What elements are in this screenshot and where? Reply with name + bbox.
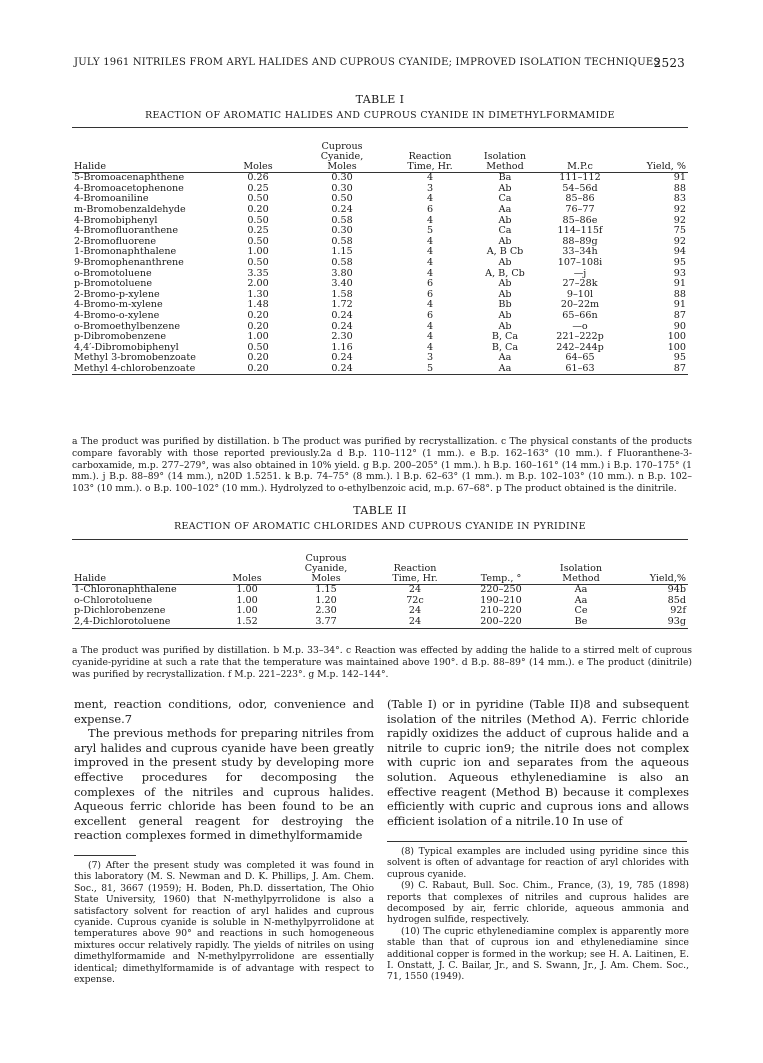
table1-cell: 2-Bromo-p-xylene xyxy=(74,288,160,300)
table1-cell: 0.24 xyxy=(331,362,353,374)
table2-cell: 94b xyxy=(667,584,686,596)
table1-cell: 4 xyxy=(426,320,434,332)
table2-col-reaction xyxy=(370,540,460,585)
body-right-paragraph-1: (Table I) or in pyridine (Table II)8 and subsequent isolation of the nitriles (Method A). Ferric chloride rapidly oxidizes the adduct of cuprous halide and a nitrile to cupric ion9; the nitrile does not complex with cupric ion and separates from the aqueous solution. Aqueous ethylenediamine is also an effective reagent (Method B) because it complexes efficiently with cupric and cuprous ions and allows efficient isolation of a nitrile.10 In use of xyxy=(387,697,689,828)
table1-cell: 6 xyxy=(426,278,434,290)
footnote-8: (8) Typical examples are included using pyridine since this solvent is often of advantage for reaction of aryl chlorides with cuprous cyanide. xyxy=(387,846,689,880)
table1-cell: 65–66n xyxy=(562,309,598,321)
table1-cell: o-Bromotoluene xyxy=(74,267,152,279)
footnote-10: (10) The cupric ethylenediamine complex is apparently more stable than that of cuprous ion and ethylenediamine since additional copper is formed in the workup; see H. A. Laitinen, E. I. Onstatt, J. C. Bailar, Jr., and S. Swann, Jr., J. Am. Chem. Soc., 71, 1550 (1949). xyxy=(387,925,689,983)
table1-cell: 0.30 xyxy=(331,172,353,184)
table1-cell: 75 xyxy=(673,225,686,237)
body-right-column xyxy=(387,697,689,828)
table1-cell: Ab xyxy=(498,278,512,290)
table1-cell: 2-Bromofluorene xyxy=(74,235,157,247)
table2-cell: 1.52 xyxy=(236,615,258,627)
table2-col-halide: Halide xyxy=(74,573,107,584)
table1-cell: 4-Bromo-o-xylene xyxy=(74,309,160,321)
table1-cell: 76–77 xyxy=(565,203,595,215)
table1-cell: 20–22m xyxy=(560,299,600,311)
table1-body xyxy=(72,173,688,375)
table2-cell: 1-Chloronaphthalene xyxy=(74,584,177,596)
table1-cell: 91 xyxy=(673,278,686,290)
table1-cell: o-Bromoethylbenzene xyxy=(74,320,181,332)
table1-cell: Ca xyxy=(498,193,512,205)
table1-cell: Aa xyxy=(498,352,512,364)
page-number: 2523 xyxy=(653,56,685,70)
table1-cell: 4 xyxy=(426,256,434,268)
table1-cell: 33–34h xyxy=(562,246,598,258)
table1-cell: 87 xyxy=(673,362,686,374)
table1-cell: 3.40 xyxy=(331,278,353,290)
table1-cell: 93 xyxy=(673,267,686,279)
table1-cell: 5 xyxy=(426,225,434,237)
table1-cell: 92 xyxy=(673,235,686,247)
table1-cell: 0.26 xyxy=(247,172,269,184)
table1-cell: 4 xyxy=(426,246,434,258)
table1-footnote: a The product was purified by distillation. b The product was purified by recrystallization. c The physical constants of the products compare favorably with those reported previously.2a d B.p. 110–112° (1 mm.). e B.p. 162–163° (10 mm.). f Fluoranthene-3-carboxamide, m.p. 277–279°, was also obtained in 10% yield. g B.p. 200–205° (1 mm.). h B.p. 160–161° (14 mm.) i B.p. 170–175° (1 mm.). j B.p. 88–89° (14 mm.), n20D 1.5251. k B.p. 74–75° (8 mm.). l B.p. 62–63° (1 mm.). m B.p. 102–103° (10 mm.). n B.p. 102–103° (10 mm.). o B.p. 100–102° (10 mm.). Hydrolyzed to o-ethylbenzoic acid, m.p. 67–68°. p The product obtained is the dinitrile. xyxy=(72,436,692,495)
table2-row xyxy=(72,585,688,596)
table1-row xyxy=(72,184,688,195)
table1-cell: 4 xyxy=(426,172,434,184)
table1-cell: 88 xyxy=(673,288,686,300)
table1-cell: 54–56d xyxy=(562,182,598,194)
table1-row xyxy=(72,205,688,216)
table1-cell: 92 xyxy=(673,214,686,226)
table1-col-cuprous xyxy=(294,128,390,173)
table1-cell: 4 xyxy=(426,214,434,226)
table1-col-reaction-line2: Time, Hr. xyxy=(407,161,453,172)
table1-cell: 114–115f xyxy=(557,225,603,237)
table2-cell: 2,4-Dichlorotoluene xyxy=(74,615,171,627)
table1-cell: 1.30 xyxy=(247,288,269,300)
table1-caption xyxy=(72,93,688,121)
table1-cell: 2.00 xyxy=(247,278,269,290)
table1-cell: B, Ca xyxy=(491,331,519,343)
table1-col-reaction-line1: Reaction xyxy=(408,150,452,162)
table1-cell: 3 xyxy=(426,352,434,364)
table1-cell: 61–63 xyxy=(565,362,595,374)
table2-row xyxy=(72,617,688,628)
footnotes-left xyxy=(74,860,374,985)
table2-col-temp: Temp., ° xyxy=(480,573,522,584)
table1-cell: 0.20 xyxy=(247,309,269,321)
table1-cell: 9–10l xyxy=(566,288,594,300)
table1-cell: Aa xyxy=(498,203,512,215)
table1-row xyxy=(72,279,688,290)
table1-row xyxy=(72,258,688,269)
table1-cell: 100 xyxy=(667,331,686,343)
table1-col-isolation-line1: Isolation xyxy=(483,150,527,162)
table1-cell: 0.20 xyxy=(247,362,269,374)
table2-col-isolation-line1: Isolation xyxy=(559,562,603,574)
table1-cell: 92 xyxy=(673,203,686,215)
table1-cell: 4,4′-Dibromobiphenyl xyxy=(74,341,179,353)
table1-title: REACTION OF AROMATIC HALIDES AND CUPROUS CYANIDE IN DIMETHYLFORMAMIDE xyxy=(145,110,615,121)
table1-cell: p-Dibromobenzene xyxy=(74,331,167,343)
table1-cell: 83 xyxy=(673,193,686,205)
table1-cell: 1-Bromonaphthalene xyxy=(74,246,177,258)
table2-col-cuprous-line3: Moles xyxy=(311,573,341,584)
table1-cell: B, Ca xyxy=(491,341,519,353)
table1-cell: 27–28k xyxy=(562,278,598,290)
table1-cell: 64–65 xyxy=(565,352,595,364)
table2-cell: 210–220 xyxy=(480,605,522,617)
table2-cell: 3.77 xyxy=(315,615,337,627)
footnotes-right xyxy=(387,846,689,983)
table1-row xyxy=(72,364,688,375)
table1-cell: Ca xyxy=(498,225,512,237)
table2-col-cuprous xyxy=(282,540,370,585)
table1-cell: 0.50 xyxy=(247,256,269,268)
table1-cell: 2.30 xyxy=(331,331,353,343)
table1-cell: 4 xyxy=(426,341,434,353)
table1-cell: 4 xyxy=(426,267,434,279)
table1-cell: 5-Bromoacenaphthene xyxy=(74,172,185,184)
table1-cell: —j xyxy=(573,267,587,279)
table1-cell: —o xyxy=(572,320,588,332)
table2-col-yield: Yield,% xyxy=(649,573,686,584)
table1-col-cuprous-line3: Moles xyxy=(327,161,357,172)
table2-cell: Ce xyxy=(574,605,588,617)
body-left-column xyxy=(74,697,374,843)
table1-cell: 1.16 xyxy=(331,341,353,353)
table2-col-isolation-line2: Method xyxy=(562,573,600,584)
table2-cell: 200–220 xyxy=(480,615,522,627)
table2-cell: 93g xyxy=(667,615,686,627)
table1-cell: Ab xyxy=(498,309,512,321)
table1-cell: 9-Bromophenanthrene xyxy=(74,256,184,268)
table1-cell: 6 xyxy=(426,288,434,300)
table1-cell: 95 xyxy=(673,256,686,268)
table2-col-cuprous-line2: Cyanide, xyxy=(304,562,348,574)
table1-cell: 6 xyxy=(426,203,434,215)
table1-col-reaction xyxy=(390,128,470,173)
table1-cell: 3.80 xyxy=(331,267,353,279)
table1-cell: 91 xyxy=(673,299,686,311)
table1-cell: 4 xyxy=(426,299,434,311)
table1-cell: 0.20 xyxy=(247,320,269,332)
table1-cell: Bb xyxy=(498,299,512,311)
table1-cell: 1.48 xyxy=(247,299,269,311)
table1-col-isolation-line2: Method xyxy=(486,161,524,172)
table1-col-moles: Moles xyxy=(243,161,273,172)
table1-cell: 4 xyxy=(426,331,434,343)
running-head xyxy=(74,57,685,73)
table2-cell: 1.00 xyxy=(236,605,258,617)
table1-cell: 6 xyxy=(426,309,434,321)
table2-cell: p-Dichlorobenzene xyxy=(74,605,166,617)
table2-cell: 1.15 xyxy=(315,584,337,596)
table2-cell: 220–250 xyxy=(480,584,522,596)
table1-cell: 0.50 xyxy=(247,235,269,247)
table2-title: REACTION OF AROMATIC CHLORIDES AND CUPROUS CYANIDE IN PYRIDINE xyxy=(174,521,586,532)
table1-cell: 0.25 xyxy=(247,225,269,237)
table1-cell: 0.24 xyxy=(331,352,353,364)
table1-cell: Methyl 3-bromobenzoate xyxy=(74,352,196,364)
table2-cell: Be xyxy=(574,615,588,627)
footnote-7: (7) After the present study was completed it was found in this laboratory (M. S. Newman and D. K. Phillips, J. Am. Chem. Soc., 81, 3667 (1959); H. Boden, Ph.D. dissertation, The Ohio State University, 1960) that N-methylpyrrolidone is also a satisfactory solvent for reaction of aryl halides and cuprous cyanide. Cuprous cyanide is soluble in N-methylpyrrolidone at temperatures above 90° and reactions in such homogeneous mixtures occur relatively rapidly. The yields of nitriles on using dimethylformamide and N-methylpyrrolidone are essentially identical; dimethylformamide is of advantage with respect to expense. xyxy=(74,860,374,986)
table1-cell: 0.24 xyxy=(331,309,353,321)
table1-cell: 95 xyxy=(673,352,686,364)
table1-cell: A, B Cb xyxy=(486,246,524,258)
table1-cell: 4 xyxy=(426,235,434,247)
table1-cell: 107–108i xyxy=(557,256,603,268)
table1-cell: Aa xyxy=(498,362,512,374)
table1-cell: 0.24 xyxy=(331,320,353,332)
table1-col-yield: Yield, % xyxy=(646,161,686,172)
table1-cell: 90 xyxy=(673,320,686,332)
table1-col-halide: Halide xyxy=(74,161,107,172)
table2-col-isolation xyxy=(542,540,620,585)
table1-cell: 221–222p xyxy=(556,331,604,343)
table1-cell: 4-Bromo-m-xylene xyxy=(74,299,163,311)
table1-cell: 4 xyxy=(426,193,434,205)
table2-cell: 1.20 xyxy=(315,594,337,606)
table2 xyxy=(72,539,688,629)
table1-header-row xyxy=(72,128,688,173)
table1-cell: Ab xyxy=(498,320,512,332)
table2-cell: 24 xyxy=(408,584,422,596)
table1-col-cuprous-line2: Cyanide, xyxy=(320,150,364,162)
table1-cell: 1.72 xyxy=(331,299,353,311)
table1-cell: 0.20 xyxy=(247,203,269,215)
table1-cell: A, B, Cb xyxy=(485,267,525,279)
table2-cell: Aa xyxy=(574,584,588,596)
table1-cell: Ba xyxy=(498,172,512,184)
table1-label: TABLE I xyxy=(355,93,405,106)
table1-cell: 111–112 xyxy=(559,172,601,184)
table2-cell: 1.00 xyxy=(236,584,258,596)
table1-cell: 100 xyxy=(667,341,686,353)
table1-cell: 94 xyxy=(673,246,686,258)
table1-cell: Ab xyxy=(498,182,512,194)
table2-cell: 24 xyxy=(408,605,422,617)
table1-cell: 1.58 xyxy=(331,288,353,300)
table1-cell: 4-Bromobiphenyl xyxy=(74,214,158,226)
table1-cell: Methyl 4-chlorobenzoate xyxy=(74,362,196,374)
table2-cell: 190–210 xyxy=(480,594,522,606)
table2-cell: 24 xyxy=(408,615,422,627)
table1-cell: 0.50 xyxy=(247,193,269,205)
table1-cell: 1.00 xyxy=(247,331,269,343)
table1-cell: 88–89g xyxy=(562,235,598,247)
table1-row xyxy=(72,311,688,322)
table1-cell: 1.15 xyxy=(331,246,353,258)
table1-col-isolation xyxy=(470,128,540,173)
table2-cell: 72c xyxy=(406,594,424,606)
table2-col-reaction-line2: Time, Hr. xyxy=(392,573,438,584)
table1-cell: m-Bromobenzaldehyde xyxy=(74,203,186,215)
table2-col-moles: Moles xyxy=(232,573,262,584)
table2-header-row xyxy=(72,540,688,585)
table1-cell: 4-Bromoaniline xyxy=(74,193,149,205)
table1-cell: 3 xyxy=(426,182,434,194)
table2-col-cuprous-line1: Cuprous xyxy=(305,552,347,564)
table2-caption xyxy=(72,504,688,532)
footnote-rule-right xyxy=(387,841,687,842)
table1-cell: 0.58 xyxy=(331,214,353,226)
table1-cell: 91 xyxy=(673,172,686,184)
table1-cell: 4-Bromofluoranthene xyxy=(74,225,179,237)
table2-cell: o-Chlorotoluene xyxy=(74,594,153,606)
table1-cell: 1.00 xyxy=(247,246,269,258)
table1-cell: 85–86e xyxy=(562,214,598,226)
table2-cell: 2.30 xyxy=(315,605,337,617)
table1 xyxy=(72,127,688,375)
table2-label: TABLE II xyxy=(353,504,407,517)
table1-cell: 0.58 xyxy=(331,235,353,247)
table1-col-mp: M.P.c xyxy=(567,161,593,172)
footnote-rule-left xyxy=(74,855,136,856)
table1-cell: 0.50 xyxy=(331,193,353,205)
table1-cell: 242–244p xyxy=(556,341,604,353)
running-title: JULY 1961 NITRILES FROM ARYL HALIDES AND CUPROUS CYANIDE; IMPROVED ISOLATION TECHNIQUES xyxy=(74,57,661,68)
body-left-paragraph-2: The previous methods for preparing nitriles from aryl halides and cuprous cyanide have been greatly improved in the present study by developing more effective procedures for decomposing the complexes of the nitriles and cuprous halides. Aqueous ferric chloride has been found to be an excellent general reagent for destroying the reaction complexes formed in dimethylformamide xyxy=(74,726,374,843)
table2-cell: 1.00 xyxy=(236,594,258,606)
table2-cell: Aa xyxy=(574,594,588,606)
body-left-paragraph-1: ment, reaction conditions, odor, convenience and expense.7 xyxy=(74,697,374,726)
table1-cell: Ab xyxy=(498,235,512,247)
table1-col-cuprous-line1: Cuprous xyxy=(321,140,363,152)
table1-cell: 85–86 xyxy=(565,193,595,205)
table1-cell: 0.50 xyxy=(247,214,269,226)
table1-cell: 5 xyxy=(426,362,434,374)
table1-cell: Ab xyxy=(498,288,512,300)
table1-cell: 4-Bromoacetophenone xyxy=(74,182,184,194)
table1-cell: p-Bromotoluene xyxy=(74,278,153,290)
table1-cell: 0.25 xyxy=(247,182,269,194)
table2-cell: 85d xyxy=(667,594,686,606)
table1-cell: 0.24 xyxy=(331,203,353,215)
table1-cell: 0.50 xyxy=(247,341,269,353)
table1-cell: 0.30 xyxy=(331,182,353,194)
table1-cell: 87 xyxy=(673,309,686,321)
table2-cell: 92f xyxy=(670,605,686,617)
table1-cell: 88 xyxy=(673,182,686,194)
table1-cell: Ab xyxy=(498,214,512,226)
footnote-9: (9) C. Rabaut, Bull. Soc. Chim., France, (3), 19, 785 (1898) reports that complexes of nitriles and cuprous halides are decomposed by air, ferric chloride, aqueous ammonia and hydrogen sulfide, respectively. xyxy=(387,880,689,926)
table1-cell: 0.58 xyxy=(331,256,353,268)
table2-col-reaction-line1: Reaction xyxy=(393,562,437,574)
table1-cell: 3.35 xyxy=(247,267,269,279)
table1-cell: 0.20 xyxy=(247,352,269,364)
table1-cell: Ab xyxy=(498,256,512,268)
table1-cell: 0.30 xyxy=(331,225,353,237)
table2-footnote: a The product was purified by distillation. b M.p. 33–34°. c Reaction was effected by adding the halide to a stirred melt of cuprous cyanide-pyridine at such a rate that the temperature was maintained above 190°. d B.p. 88–89° (14 mm.). e The product (dinitrile) was purified by recrystallization. f M.p. 221–223°. g M.p. 142–144°. xyxy=(72,645,692,680)
table2-body xyxy=(72,585,688,628)
